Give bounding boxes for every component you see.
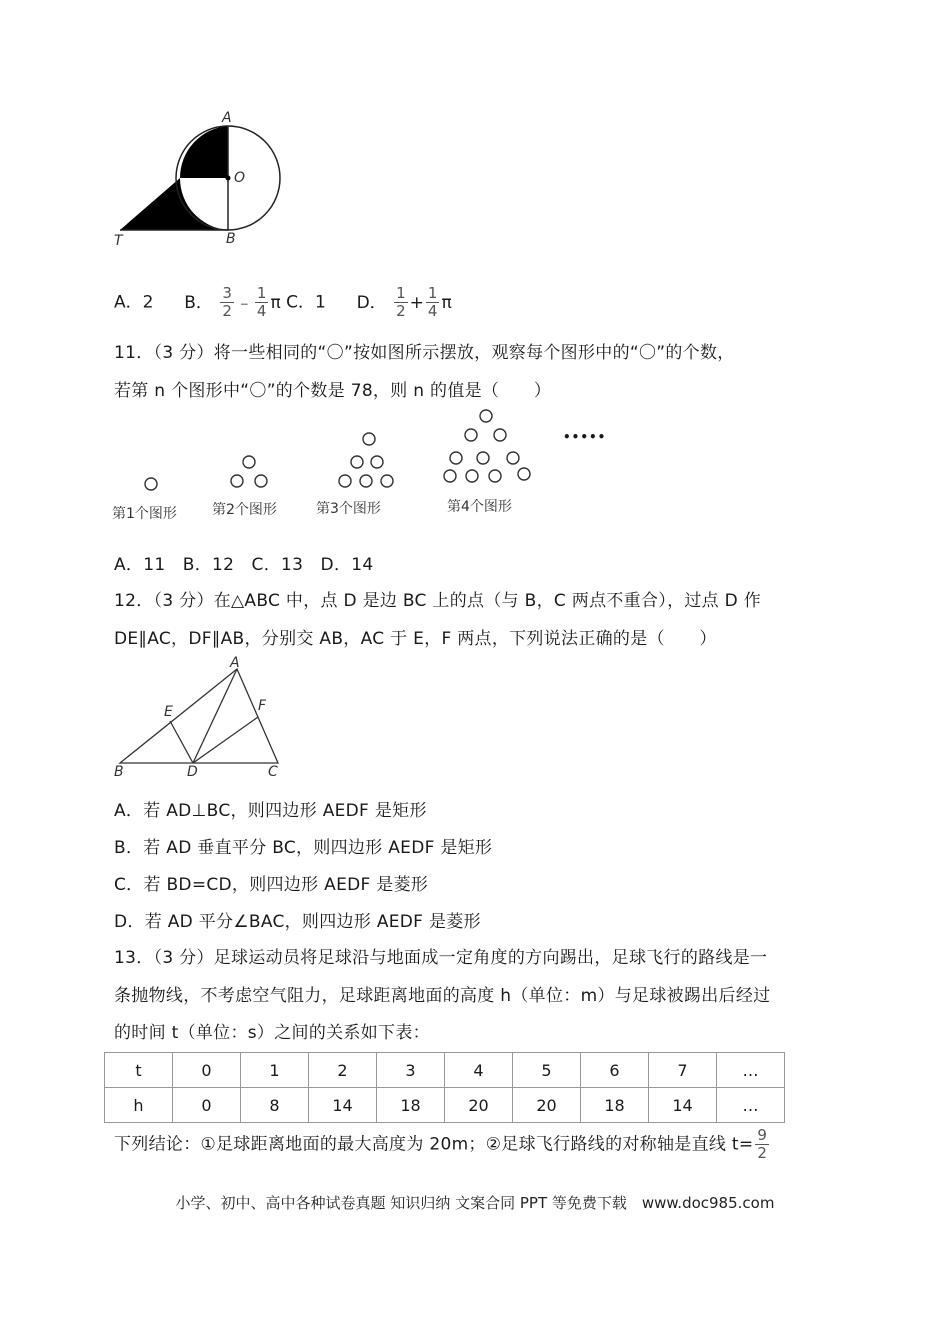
table-cell: h bbox=[105, 1088, 173, 1123]
table-cell: 3 bbox=[377, 1053, 445, 1088]
q11-line2: 若第 n 个图形中“〇”的个数是 78，则 n 的值是（ ） bbox=[114, 381, 552, 401]
q13-line1: 13．（3 分）足球运动员将足球沿与地面成一定角度的方向踢出，足球飞行的路线是一 bbox=[114, 948, 768, 968]
q10-option-c[interactable]: C．1 bbox=[286, 292, 326, 313]
q11-fig4-label: 第4个图形 bbox=[447, 499, 512, 515]
q10-option-a[interactable]: A．2 bbox=[114, 292, 154, 313]
table-row bbox=[105, 1053, 785, 1088]
label-T: T bbox=[114, 233, 123, 249]
table-cell: 20 bbox=[513, 1088, 581, 1123]
table-cell: 5 bbox=[513, 1053, 581, 1088]
q12-label-F: F bbox=[258, 698, 267, 714]
q11-fig3-label: 第3个图形 bbox=[316, 501, 381, 517]
q10-figure bbox=[110, 108, 300, 250]
label-B: B bbox=[226, 231, 236, 247]
q11-fig1-label: 第1个图形 bbox=[112, 506, 177, 522]
q11-ellipsis: ••••• bbox=[563, 430, 607, 444]
table-cell: 4 bbox=[445, 1053, 513, 1088]
q12-line2: DE∥AC，DF∥AB，分别交 AB，AC 于 E，F 两点，下列说法正确的是（ ） bbox=[114, 629, 717, 649]
table-cell: 0 bbox=[173, 1088, 241, 1123]
q11-options[interactable]: A．11 B．12 C．13 D．14 bbox=[114, 555, 374, 575]
table-cell: t bbox=[105, 1053, 173, 1088]
table-cell: 0 bbox=[173, 1053, 241, 1088]
table-row bbox=[105, 1088, 785, 1123]
table-cell: 20 bbox=[445, 1088, 513, 1123]
q13-data-table bbox=[104, 1052, 785, 1123]
q11-line1: 11．（3 分）将一些相同的“〇”按如图所示摆放，观察每个图形中的“〇”的个数， bbox=[114, 343, 735, 363]
q12-option-d[interactable]: D．若 AD 平分∠BAC，则四边形 AEDF 是菱形 bbox=[114, 912, 481, 932]
table-cell: 6 bbox=[581, 1053, 649, 1088]
table-cell: 8 bbox=[241, 1088, 309, 1123]
table-cell: 2 bbox=[309, 1053, 377, 1088]
q13-conclusion: 下列结论：①足球距离地面的最大高度为 20m；②足球飞行路线的对称轴是直线 t= $\frac{9}{2}$ bbox=[114, 1126, 768, 1162]
table-cell: 14 bbox=[649, 1088, 717, 1123]
table-cell: … bbox=[717, 1088, 785, 1123]
q12-option-b[interactable]: B．若 AD 垂直平分 BC，则四边形 AEDF 是矩形 bbox=[114, 838, 493, 858]
q13-line3: 的时间 t（单位：s）之间的关系如下表： bbox=[114, 1023, 430, 1043]
table-cell: … bbox=[717, 1053, 785, 1088]
q12-label-C: C bbox=[268, 764, 278, 780]
q10-option-b[interactable]: B． $\frac{3}{2}$ ﹣ $\frac{1}{4}$ π bbox=[184, 284, 281, 320]
q10-option-d[interactable]: D． $\frac{1}{2}$ + $\frac{1}{4}$ π bbox=[356, 284, 452, 320]
table-cell: 14 bbox=[309, 1088, 377, 1123]
q12-label-B: B bbox=[114, 764, 124, 780]
q11-fig2-label: 第2个图形 bbox=[212, 502, 277, 518]
q13-line2: 条抛物线，不考虑空气阻力，足球距离地面的高度 h（单位：m）与足球被踢出后经过 bbox=[114, 986, 771, 1006]
q11-circle-pattern-figure bbox=[110, 400, 600, 510]
label-A: A bbox=[222, 110, 232, 126]
table-cell: 1 bbox=[241, 1053, 309, 1088]
table-cell: 7 bbox=[649, 1053, 717, 1088]
table-cell: 18 bbox=[377, 1088, 445, 1123]
label-O: O bbox=[234, 170, 246, 186]
q10-options bbox=[114, 286, 452, 319]
q12-label-A: A bbox=[230, 655, 240, 671]
q12-option-c[interactable]: C．若 BD=CD，则四边形 AEDF 是菱形 bbox=[114, 875, 429, 895]
table-cell: 18 bbox=[581, 1088, 649, 1123]
q12-option-a[interactable]: A．若 AD⊥BC，则四边形 AEDF 是矩形 bbox=[114, 801, 427, 821]
q12-label-E: E bbox=[164, 704, 173, 720]
q12-label-D: D bbox=[187, 764, 198, 780]
q12-line1: 12．（3 分）在△ABC 中，点 D 是边 BC 上的点（与 B，C 两点不重合），过点 D 作 bbox=[114, 591, 762, 611]
page-footer: 小学、初中、高中各种试卷真题 知识归纳 文案合同 PPT 等免费下载 www.doc985.com bbox=[175, 1194, 775, 1212]
